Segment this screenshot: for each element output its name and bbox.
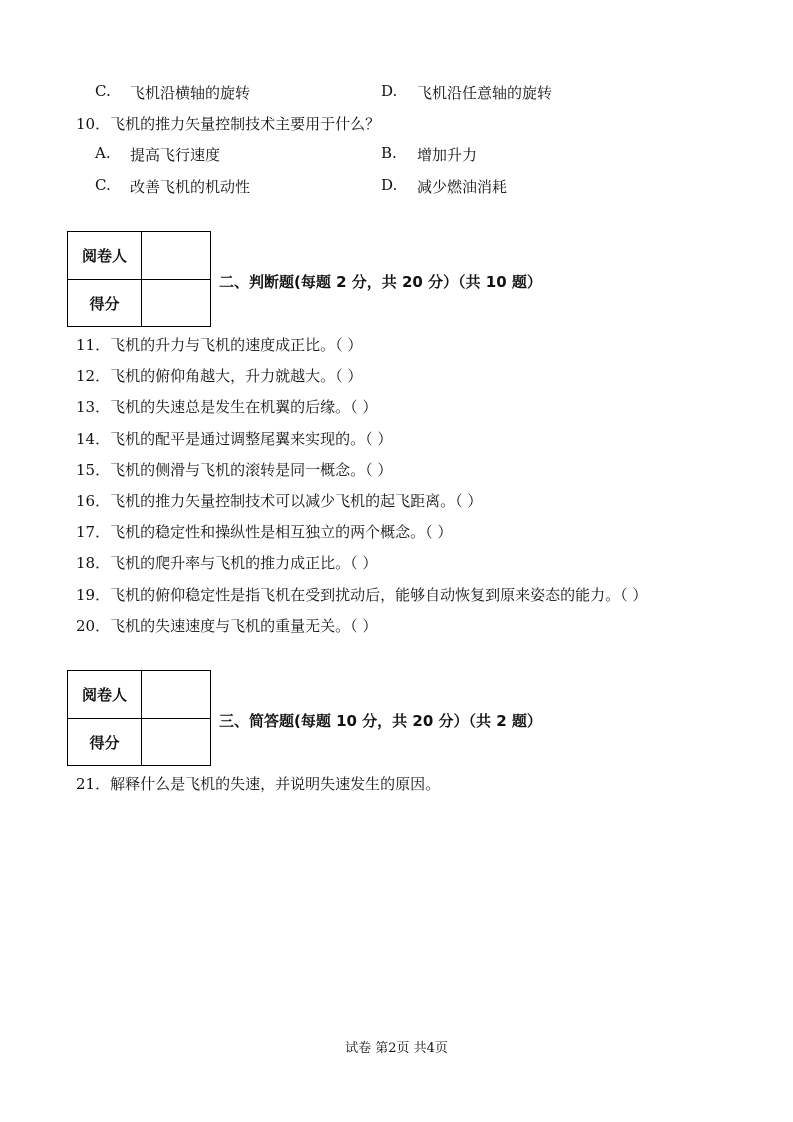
- page-footer: 试卷 第2页 共4页: [345, 1041, 448, 1056]
- q10-option-d-text: 减少燃油消耗: [417, 178, 508, 196]
- question-20: 20．飞机的失速速度与飞机的重量无关。（ ）: [76, 617, 378, 635]
- score-box-section2: [67, 231, 211, 327]
- section2-title: 二、判断题(每题 2 分，共 20 分）（共 10 题）: [219, 273, 542, 291]
- q9-option-c-letter: C.: [95, 82, 111, 100]
- q10-option-c-letter: C.: [95, 176, 111, 194]
- score-box-reviewer-row: [68, 671, 210, 719]
- q10-option-a-letter: A.: [95, 144, 111, 162]
- q9-option-d-text: 飞机沿任意轴的旋转: [417, 84, 553, 102]
- reviewer-label: 阅卷人: [68, 671, 142, 718]
- score-box-score-row: [68, 280, 210, 327]
- q10-option-b-letter: B.: [381, 144, 397, 162]
- q10-option-c-text: 改善飞机的机动性: [130, 178, 251, 196]
- reviewer-label: 阅卷人: [68, 232, 142, 279]
- question-13: 13．飞机的失速总是发生在机翼的后缘。（ ）: [76, 398, 378, 416]
- question-17: 17．飞机的稳定性和操纵性是相互独立的两个概念。（ ）: [76, 523, 453, 541]
- question-18: 18．飞机的爬升率与飞机的推力成正比。（ ）: [76, 554, 378, 572]
- q9-option-d-letter: D.: [381, 82, 398, 100]
- question-19: 19．飞机的俯仰稳定性是指飞机在受到扰动后，能够自动恢复到原来姿态的能力。（ ）: [76, 586, 648, 604]
- question-16: 16．飞机的推力矢量控制技术可以减少飞机的起飞距离。（ ）: [76, 492, 483, 510]
- question-15: 15．飞机的侧滑与飞机的滚转是同一概念。（ ）: [76, 461, 393, 479]
- q10-option-d-letter: D.: [381, 176, 398, 194]
- score-label: 得分: [68, 280, 142, 327]
- q10-option-a-text: 提高飞行速度: [130, 146, 221, 164]
- score-label: 得分: [68, 719, 142, 766]
- question-10: 10．飞机的推力矢量控制技术主要用于什么？: [76, 115, 381, 133]
- question-21: 21．解释什么是飞机的失速，并说明失速发生的原因。: [76, 775, 441, 793]
- question-12: 12．飞机的俯仰角越大，升力就越大。（ ）: [76, 367, 363, 385]
- q10-option-b-text: 增加升力: [417, 146, 478, 164]
- score-box-section3: [67, 670, 211, 766]
- section3-title: 三、简答题(每题 10 分，共 20 分）（共 2 题）: [219, 712, 542, 730]
- score-box-score-row: [68, 719, 210, 766]
- score-box-reviewer-row: [68, 232, 210, 280]
- question-11: 11．飞机的升力与飞机的速度成正比。（ ）: [76, 336, 363, 354]
- q9-option-c-text: 飞机沿横轴的旋转: [130, 84, 251, 102]
- question-14: 14．飞机的配平是通过调整尾翼来实现的。（ ）: [76, 430, 393, 448]
